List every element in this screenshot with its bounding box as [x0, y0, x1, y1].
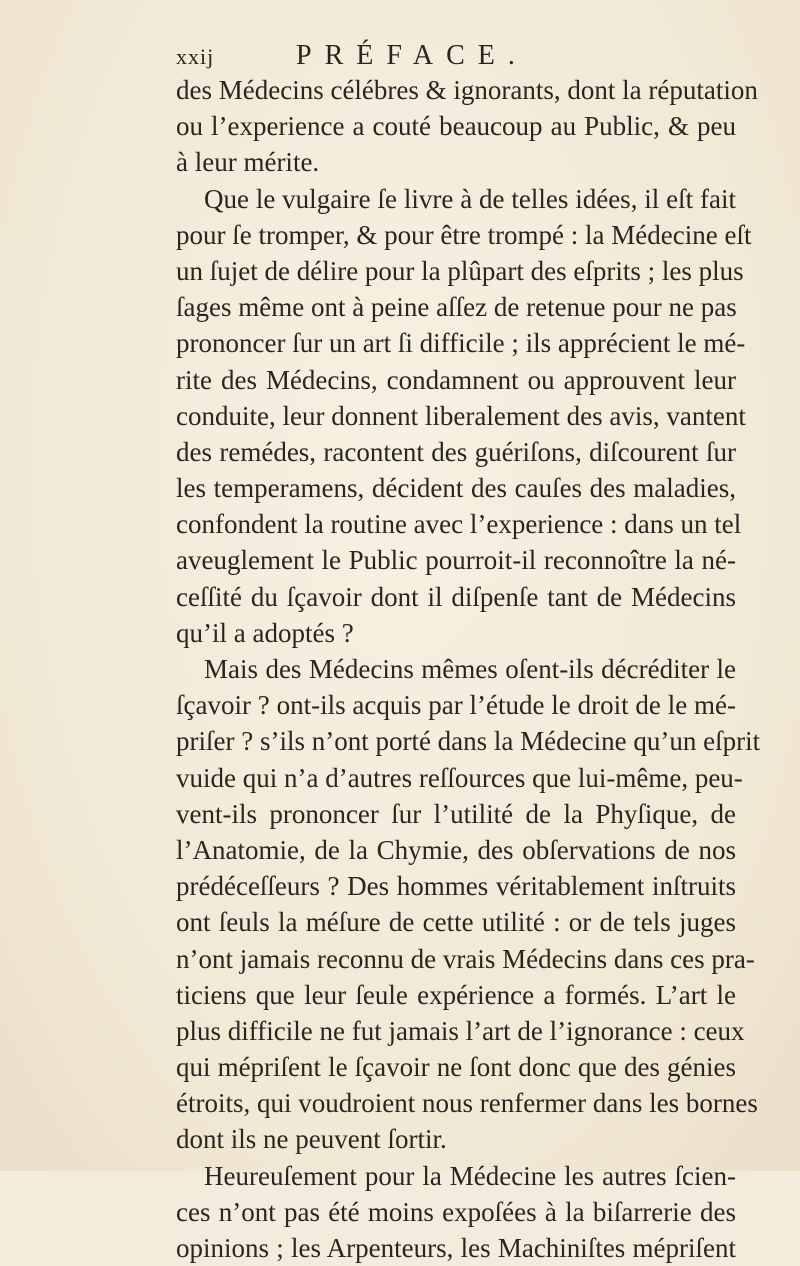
- text-line: qu’il a adoptés ?: [176, 617, 354, 648]
- text-line: ces n’ont pas été moins expoſées à la biſarrerie des: [176, 1196, 736, 1227]
- text-line: opinions ; les Arpenteurs, les Machiniſtes mépriſent: [176, 1233, 736, 1263]
- text-line: prédéceſſeurs ? Des hommes véritablement inſtruits: [176, 871, 736, 902]
- text-line: des remédes, racontent des guériſons, diſcourent ſur: [176, 436, 736, 467]
- text-line: qui mépriſent le ſçavoir ne ſont donc que des génies: [176, 1052, 736, 1083]
- text-line: étroits, qui voudroient nous renfermer dans les bornes: [176, 1088, 758, 1119]
- text-line: Que le vulgaire ſe livre à de telles idées, il eſt fait: [204, 183, 736, 214]
- text-line: conduite, leur donnent liberalement des avis, vantent: [176, 400, 746, 431]
- text-line: plus difficile ne fut jamais l’art de l’ignorance : ceux: [176, 1015, 745, 1046]
- text-line: ſçavoir ? ont-ils acquis par l’étude le droit de le mé-: [176, 690, 736, 721]
- text-line: aveuglement le Public pourroit-il reconnoître la né-: [176, 545, 736, 576]
- text-line: confondent la routine avec l’experience : dans un tel: [176, 509, 742, 540]
- body-text: [176, 72, 761, 1266]
- text-line: prononcer ſur un art ſi difficile ; ils apprécient le mé-: [176, 328, 746, 359]
- text-line: Mais des Médecins mêmes oſent-ils décréditer le: [204, 654, 736, 684]
- text-line: ou l’experience a couté beaucoup au Public, & peu: [176, 111, 736, 142]
- page-number: xxij: [176, 44, 215, 69]
- text-line: un ſujet de délire pour la plûpart des eſprits ; les plus: [176, 255, 744, 286]
- running-title: PRÉFACE.: [296, 40, 528, 71]
- text-line: vent-ils prononcer ſur l’utilité de la Phyſique, de: [176, 798, 736, 829]
- text-line: à leur mérite.: [176, 147, 320, 178]
- text-line: l’Anatomie, de la Chymie, des obſervations de nos: [176, 834, 736, 865]
- text-line: pour ſe tromper, & pour être trompé : la Médecine eſt: [176, 219, 752, 250]
- text-line: les temperamens, décident des cauſes des maladies,: [176, 473, 736, 504]
- text-line: ceſſité du ſçavoir dont il diſpenſe tant de Médecins: [176, 581, 736, 612]
- text-line: Heureuſement pour la Médecine les autres ſcien-: [204, 1160, 736, 1191]
- text-line: rite des Médecins, condamnent ou approuvent leur: [176, 364, 736, 395]
- text-line: ticiens que leur ſeule expérience a formés. L’art le: [176, 979, 736, 1010]
- text-line: ont ſeuls la méſure de cette utilité : or de tels juges: [176, 907, 736, 938]
- text-line: vuide qui n’a d’autres reſſources que lui-même, peu-: [176, 762, 743, 793]
- text-line: ſages même ont à peine aſſez de retenue pour ne pas: [176, 292, 737, 323]
- text-line: dont ils ne peuvent ſortir.: [176, 1124, 447, 1155]
- text-line: priſer ? s’ils n’ont porté dans la Médecine qu’un eſprit: [176, 726, 761, 757]
- text-line: des Médecins célébres & ignorants, dont la réputation: [176, 75, 758, 105]
- text-line: n’ont jamais reconnu de vrais Médecins dans ces pra-: [176, 943, 755, 974]
